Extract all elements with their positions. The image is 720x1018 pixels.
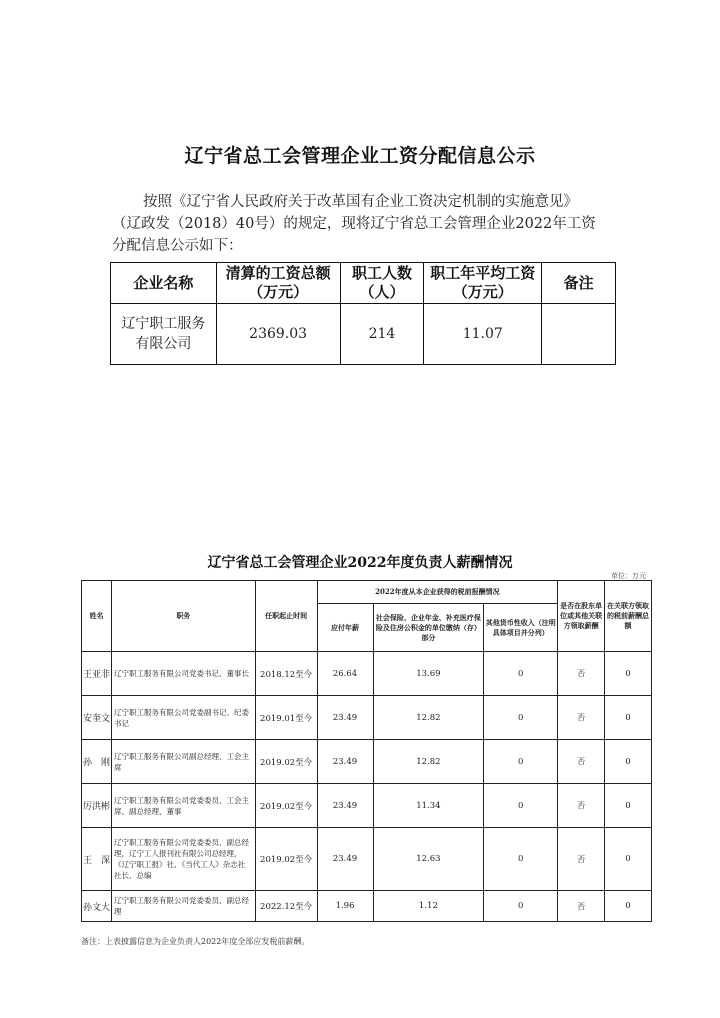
cell-name: 孙文大 (82, 891, 112, 922)
cell-position: 辽宁职工服务有限公司党委委员、工会主席、副总经理、董事 (111, 784, 255, 828)
cell-term: 2022.12至今 (255, 891, 317, 922)
cell-other: 0 (484, 784, 558, 828)
cell-name: 王亚非 (82, 652, 112, 696)
table-row (82, 740, 652, 784)
intro-line-3: 分配信息公示如下： (112, 238, 243, 254)
cell-related: 0 (605, 740, 652, 784)
table-row (82, 784, 652, 828)
cell-position: 辽宁职工服务有限公司党委委员、副总经理，辽宁工人报刊社有限公司总经理，《辽宁职工报》社、《当代工人》杂志社社长、总编 (111, 828, 255, 891)
cell-related: 0 (605, 652, 652, 696)
cell-social: 13.69 (373, 652, 484, 696)
cell-social: 1.12 (373, 891, 484, 922)
header-group: 2022年度从本企业获得的税前报酬情况 (317, 581, 558, 604)
header-company: 企业名称 (111, 263, 217, 304)
header-avg-wage: 职工年平均工资 （万元） (424, 263, 542, 304)
cell-social: 12.82 (373, 740, 484, 784)
cell-term: 2019.02至今 (255, 740, 317, 784)
cell-employees: 214 (340, 304, 424, 365)
cell-part-time: 否 (558, 652, 605, 696)
cell-position: 辽宁职工服务有限公司副总经理、工会主席 (111, 740, 255, 784)
cell-other: 0 (484, 828, 558, 891)
cell-position: 辽宁职工服务有限公司党委委员、副总经理 (111, 891, 255, 922)
header-name: 姓名 (82, 581, 112, 652)
unit-label: 单位：万元 (611, 572, 646, 580)
cell-social: 11.34 (373, 784, 484, 828)
cell-social: 12.82 (373, 696, 484, 740)
header-other: 其他货币性收入（注明具体项目并分列） (484, 604, 558, 652)
cell-name: 孙 刚 (82, 740, 112, 784)
header-term: 任职起止时间 (255, 581, 317, 652)
summary-header-row (111, 263, 616, 304)
intro-line-1: 按照《辽宁省人民政府关于改革国有企业工资决定机制的实施意见》 (143, 194, 578, 210)
cell-name: 王 深 (82, 828, 112, 891)
cell-avg-wage: 11.07 (424, 304, 542, 365)
cell-annual: 23.49 (317, 784, 373, 828)
cell-part-time: 否 (558, 891, 605, 922)
salary-title: 辽宁省总工会管理企业2022年度负责人薪酬情况 (207, 555, 513, 571)
footnote: 备注：上表披露信息为企业负责人2022年度全部应发税前薪酬。 (81, 937, 310, 946)
cell-name: 安奎文 (82, 696, 112, 740)
table-row (82, 652, 652, 696)
header-remark: 备注 (542, 263, 616, 304)
cell-company: 辽宁职工服务 有限公司 (111, 304, 217, 365)
cell-other: 0 (484, 652, 558, 696)
table-row (82, 891, 652, 922)
cell-annual: 23.49 (317, 740, 373, 784)
cell-annual: 23.49 (317, 828, 373, 891)
cell-remark (542, 304, 616, 365)
cell-other: 0 (484, 891, 558, 922)
cell-term: 2019.02至今 (255, 784, 317, 828)
cell-annual: 1.96 (317, 891, 373, 922)
page-title: 辽宁省总工会管理企业工资分配信息公示 (184, 145, 536, 167)
cell-position: 辽宁职工服务有限公司党委书记、董事长 (111, 652, 255, 696)
cell-other: 0 (484, 696, 558, 740)
cell-position: 辽宁职工服务有限公司党委副书记、纪委书记 (111, 696, 255, 740)
header-position: 职务 (111, 581, 255, 652)
header-wage-total: 清算的工资总额 （万元） (216, 263, 340, 304)
cell-other: 0 (484, 740, 558, 784)
cell-annual: 23.49 (317, 696, 373, 740)
cell-annual: 26.64 (317, 652, 373, 696)
table-row (82, 696, 652, 740)
cell-term: 2018.12至今 (255, 652, 317, 696)
cell-social: 12.63 (373, 828, 484, 891)
cell-related: 0 (605, 696, 652, 740)
cell-part-time: 否 (558, 828, 605, 891)
intro-paragraph (112, 191, 612, 257)
cell-term: 2019.01至今 (255, 696, 317, 740)
cell-term: 2019.02至今 (255, 828, 317, 891)
salary-table (81, 580, 652, 922)
intro-line-2: （辽政发（2018）40号）的规定，现将辽宁省总工会管理企业2022年工资 (112, 216, 596, 232)
cell-wage-total: 2369.03 (216, 304, 340, 365)
header-annual: 应付年薪 (317, 604, 373, 652)
cell-part-time: 否 (558, 696, 605, 740)
salary-header-row-1 (82, 581, 652, 604)
table-row (82, 828, 652, 891)
cell-related: 0 (605, 784, 652, 828)
summary-data-row (111, 304, 616, 365)
header-social: 社会保险、企业年金、补充医疗保险及住房公积金的单位缴纳（存）部分 (373, 604, 484, 652)
cell-related: 0 (605, 828, 652, 891)
header-part-time: 是否在股东单位或其他关联方领取薪酬 (558, 581, 605, 652)
cell-part-time: 否 (558, 740, 605, 784)
cell-name: 厉洪彬 (82, 784, 112, 828)
cell-part-time: 否 (558, 784, 605, 828)
header-related: 在关联方领取的税前薪酬总额 (605, 581, 652, 652)
summary-table (110, 262, 616, 365)
header-employees: 职工人数 （人） (340, 263, 424, 304)
cell-related: 0 (605, 891, 652, 922)
